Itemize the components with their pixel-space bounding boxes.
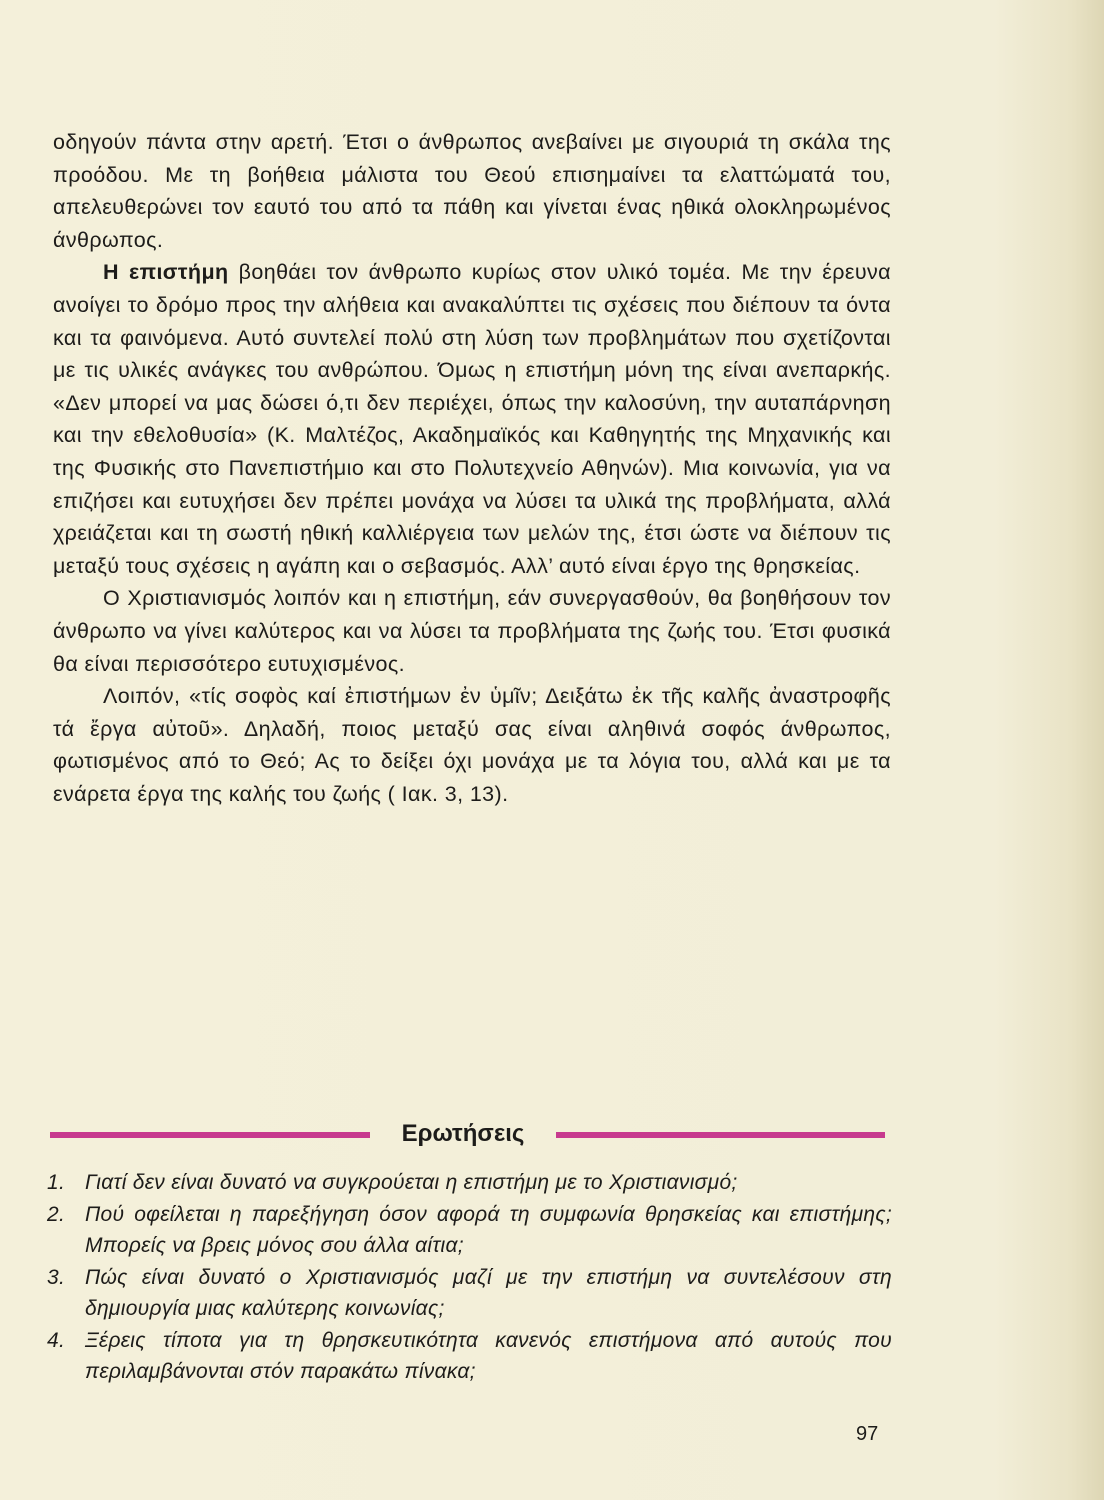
header-rule-left: [50, 1132, 370, 1138]
question-item: [47, 1325, 892, 1388]
questions-list: [47, 1167, 892, 1388]
paragraph-3: [53, 582, 891, 680]
paragraph-text: Λοιπόν, «τίς σοφὸς καί ἐπιστήμων ἐν ὑμῖν; Δειξάτω ἐκ τῆς καλῆς ἀναστροφῆς τά ἔργα αὐτοῦ». Δηλαδή, ποιος μεταξύ σας είναι αληθινά σοφός άνθρωπος, φωτισμένος από το Θεό; Ας το δείξει όχι μονάχα με τα λόγια του, αλλά και με τα ενάρετα έργα της καλής του ζωής ( Ιακ. 3, 13).: [53, 684, 891, 806]
question-text: Γιατί δεν είναι δυνατό να συγκρούεται η επιστήμη με το Χριστιανισμό;: [85, 1171, 738, 1194]
question-number: 2.: [47, 1202, 66, 1226]
question-text: Ξέρεις τίποτα για τη θρησκευτικότητα κανενός επιστήμονα από αυτούς που περιλαμβάνονται στόν παρακάτω πίνακα;: [85, 1328, 892, 1383]
paragraph-4: [53, 680, 891, 810]
question-item: [47, 1167, 892, 1199]
paragraph-2: [53, 256, 891, 582]
paragraph-text: βοηθάει τον άνθρωπο κυρίως στον υλικό τομέα. Με την έρευνα ανοίγει το δρόμο προς την αλήθεια και ανακαλύπτει τις σχέσεις που διέπουν τα όντα και τα φαινόμενα. Αυτό συντελεί πολύ στη λύση των προβλημάτων που σχετίζονται με τις υλικές ανάγκες του ανθρώπου. Όμως η επιστήμη μόνη της είναι ανεπαρκής. «Δεν μπορεί να μας δώσει ό,τι δεν περιέχει, όπως την καλοσύνη, την αυταπάρνηση και την εθελοθυσία» (Κ. Μαλτέζος, Ακαδημαϊκός και Καθηγητής της Μηχανικής και της Φυσικής στο Πανεπιστήμιο και στο Πολυτεχνείο Αθηνών). Μια κοινωνία, για να επιζήσει και ευτυχήσει δεν πρέπει μονάχα να λύσει τα υλικά της προβλήματα, αλλά χρειάζεται και τη σωστή ηθική καλλιέργεια των μελών της, έτσι ώστε να διέπουν τις μεταξύ τους σχέσεις η αγάπη και ο σεβασμός. Αλλ’ αυτό είναι έργο της θρησκείας.: [53, 260, 891, 578]
question-text: Πού οφείλεται η παρεξήγηση όσον αφορά τη συμφωνία θρησκείας και επιστήμης; Μπορείς να βρεις μόνος σου άλλα αίτια;: [85, 1202, 892, 1257]
body-text: [53, 126, 891, 810]
paragraph-text: οδηγούν πάντα στην αρετή. Έτσι ο άνθρωπος ανεβαίνει με σιγουριά τη σκάλα της προόδου. Με τη βοήθεια μάλιστα του Θεού επισημαίνει τα ελαττώματά του, απελευθερώνει τον εαυτό του από τα πάθη και γίνεται ένας ηθικά ολοκληρωμένος άνθρωπος.: [53, 130, 891, 252]
paragraph-lead-bold: Η επιστήμη: [103, 260, 229, 285]
questions-title: Ερωτήσεις: [401, 1120, 525, 1147]
questions-header: [50, 1116, 885, 1156]
question-number: 4.: [47, 1328, 66, 1352]
question-number: 3.: [47, 1265, 66, 1289]
page-number: 97: [856, 1423, 879, 1445]
question-item: [47, 1262, 892, 1325]
header-rule-right: [556, 1132, 885, 1138]
question-text: Πώς είναι δυνατό ο Χριστιανισμός μαζί με την επιστήμη να συντελέσουν στη δημιουργία μιας καλύτερης κοινωνίας;: [85, 1265, 892, 1320]
question-item: [47, 1199, 892, 1262]
question-number: 1.: [47, 1171, 66, 1194]
paragraph-text: Ο Χριστιανισμός λοιπόν και η επιστήμη, εάν συνεργασθούν, θα βοηθήσουν τον άνθρωπο να γίνει καλύτερος και να λύσει τα προβλήματα της ζωής του. Έτσι φυσικά θα είναι περισσότερο ευτυχισμένος.: [53, 586, 891, 676]
paragraph-1: [53, 126, 891, 256]
